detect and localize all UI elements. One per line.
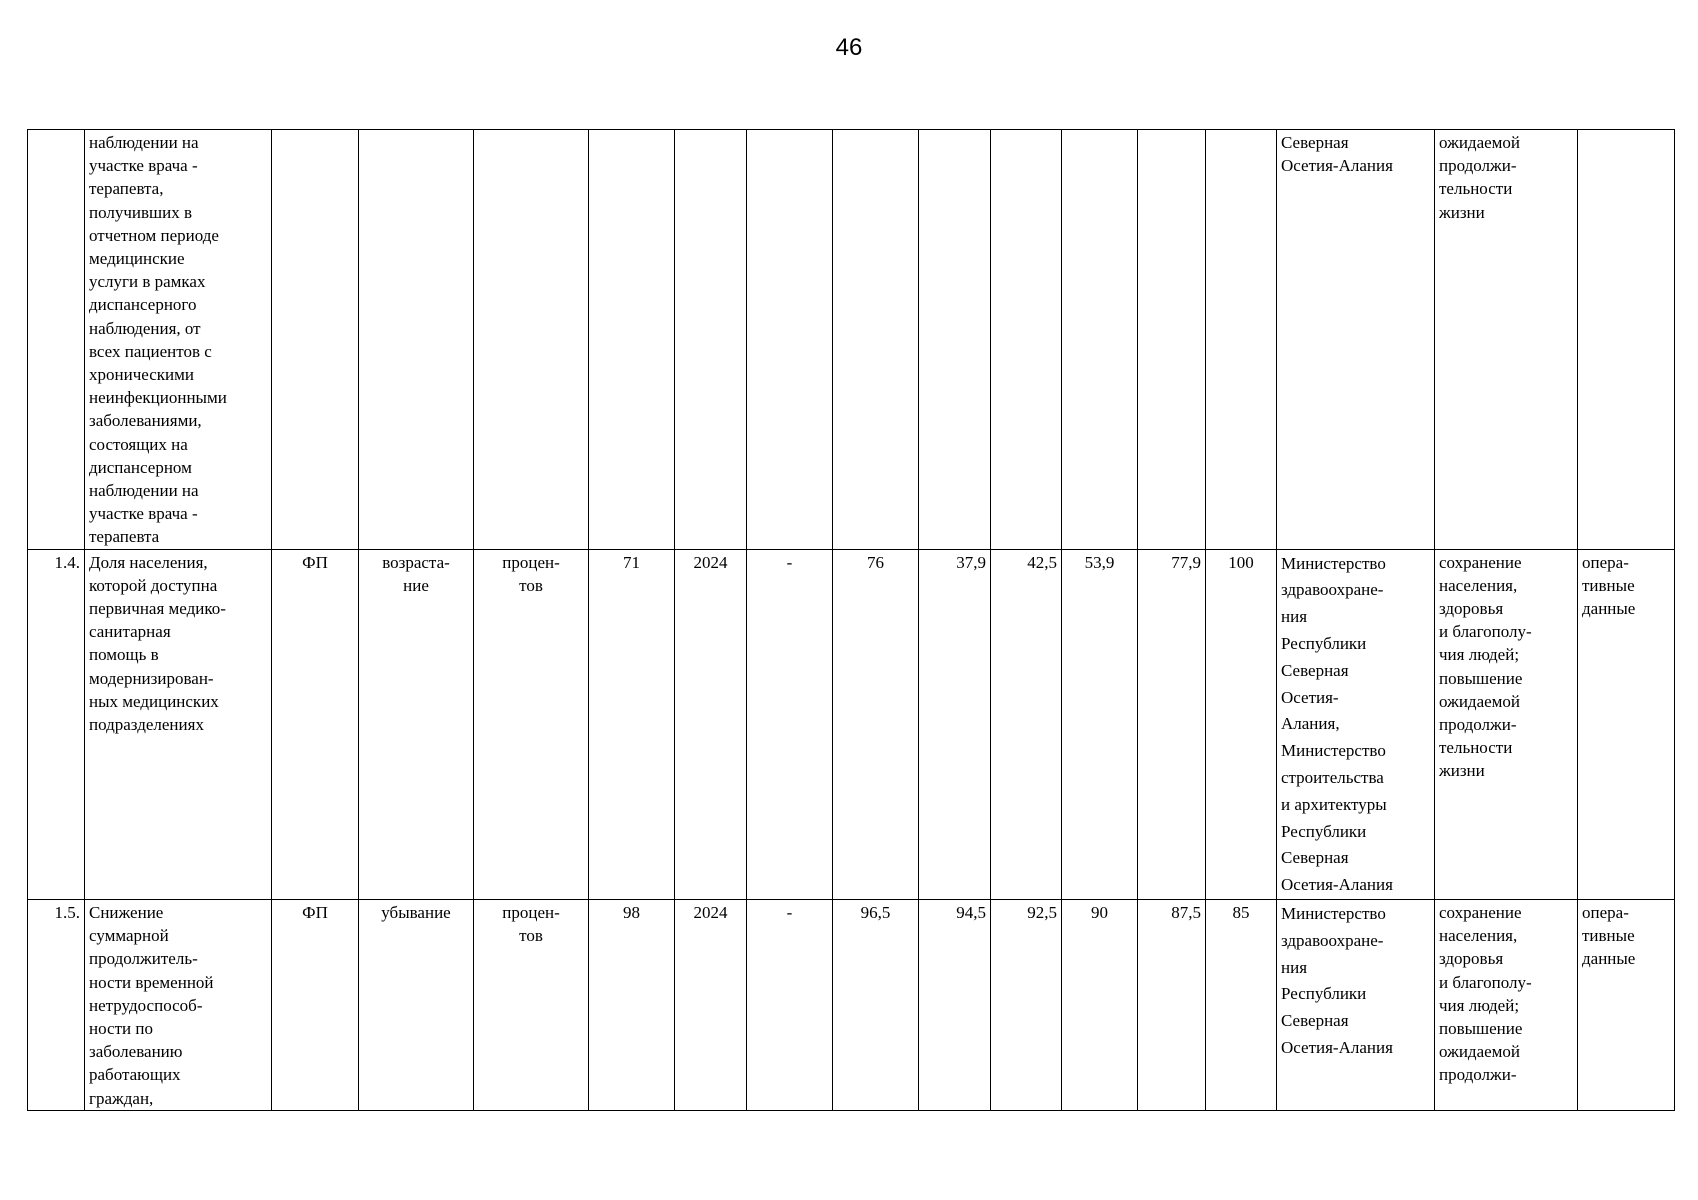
table-row <box>28 549 1675 899</box>
value-cell: 94,5 <box>919 900 991 1111</box>
indicators-table <box>27 129 1675 1111</box>
base-value-cell: 71 <box>589 549 675 899</box>
trend-cell: убывание <box>359 900 474 1111</box>
indicator-name-cell: наблюдении на участке врача - терапевта, получивших в отчетном периоде медицинские услуги в рамках диспансерного наблюдения, от всех пациентов с хроническими неинфекционными заболеваниями, состоящих на диспансерном наблюдении на участке врача - терапевта <box>85 130 272 550</box>
value-cell <box>1138 130 1206 550</box>
unit-cell: процен- тов <box>474 549 589 899</box>
value-cell: 96,5 <box>833 900 919 1111</box>
value-cell: 53,9 <box>1062 549 1138 899</box>
value-cell: 92,5 <box>991 900 1062 1111</box>
trend-cell: возраста- ние <box>359 549 474 899</box>
page-number: 46 <box>835 34 863 61</box>
table-row <box>28 130 1675 550</box>
level-cell <box>272 130 359 550</box>
base-value-cell <box>589 130 675 550</box>
goal-cell: сохранение населения, здоровья и благополу- чия людей; повышение ожидаемой продолжи- тельности жизни <box>1435 549 1578 899</box>
value-cell <box>747 130 833 550</box>
responsible-cell: Министерство здравоохране- ния Республики Северная Осетия- Алания, Министерство строительства и архитектуры Республики Северная Осетия-Алания <box>1277 549 1435 899</box>
trend-cell <box>359 130 474 550</box>
level-cell: ФП <box>272 900 359 1111</box>
source-cell <box>1578 130 1675 550</box>
row-number-cell: 1.4. <box>28 549 85 899</box>
base-value-cell: 98 <box>589 900 675 1111</box>
indicator-name-cell: Доля населения, которой доступна первичная медико- санитарная помощь в модернизирован- ных медицинских подразделениях <box>85 549 272 899</box>
unit-cell: процен- тов <box>474 900 589 1111</box>
source-cell: опера- тивные данные <box>1578 549 1675 899</box>
base-year-cell: 2024 <box>675 900 747 1111</box>
value-cell: 42,5 <box>991 549 1062 899</box>
value-cell <box>1062 130 1138 550</box>
base-year-cell <box>675 130 747 550</box>
table-row <box>28 900 1675 1111</box>
value-cell: 87,5 <box>1138 900 1206 1111</box>
value-cell: 37,9 <box>919 549 991 899</box>
unit-cell <box>474 130 589 550</box>
value-cell: - <box>747 900 833 1111</box>
indicator-name-cell: Снижение суммарной продолжитель- ности временной нетрудоспособ- ности по заболеванию работающих граждан, <box>85 900 272 1111</box>
value-cell: 76 <box>833 549 919 899</box>
value-cell: 100 <box>1206 549 1277 899</box>
value-cell <box>833 130 919 550</box>
value-cell <box>919 130 991 550</box>
base-year-cell: 2024 <box>675 549 747 899</box>
value-cell: - <box>747 549 833 899</box>
value-cell: 90 <box>1062 900 1138 1111</box>
level-cell: ФП <box>272 549 359 899</box>
row-number-cell: 1.5. <box>28 900 85 1111</box>
value-cell <box>991 130 1062 550</box>
value-cell <box>1206 130 1277 550</box>
value-cell: 77,9 <box>1138 549 1206 899</box>
responsible-cell: Северная Осетия-Алания <box>1277 130 1435 550</box>
responsible-cell: Министерство здравоохране- ния Республики Северная Осетия-Алания <box>1277 900 1435 1111</box>
goal-cell: ожидаемой продолжи- тельности жизни <box>1435 130 1578 550</box>
value-cell: 85 <box>1206 900 1277 1111</box>
row-number-cell <box>28 130 85 550</box>
source-cell: опера- тивные данные <box>1578 900 1675 1111</box>
goal-cell: сохранение населения, здоровья и благополу- чия людей; повышение ожидаемой продолжи- <box>1435 900 1578 1111</box>
